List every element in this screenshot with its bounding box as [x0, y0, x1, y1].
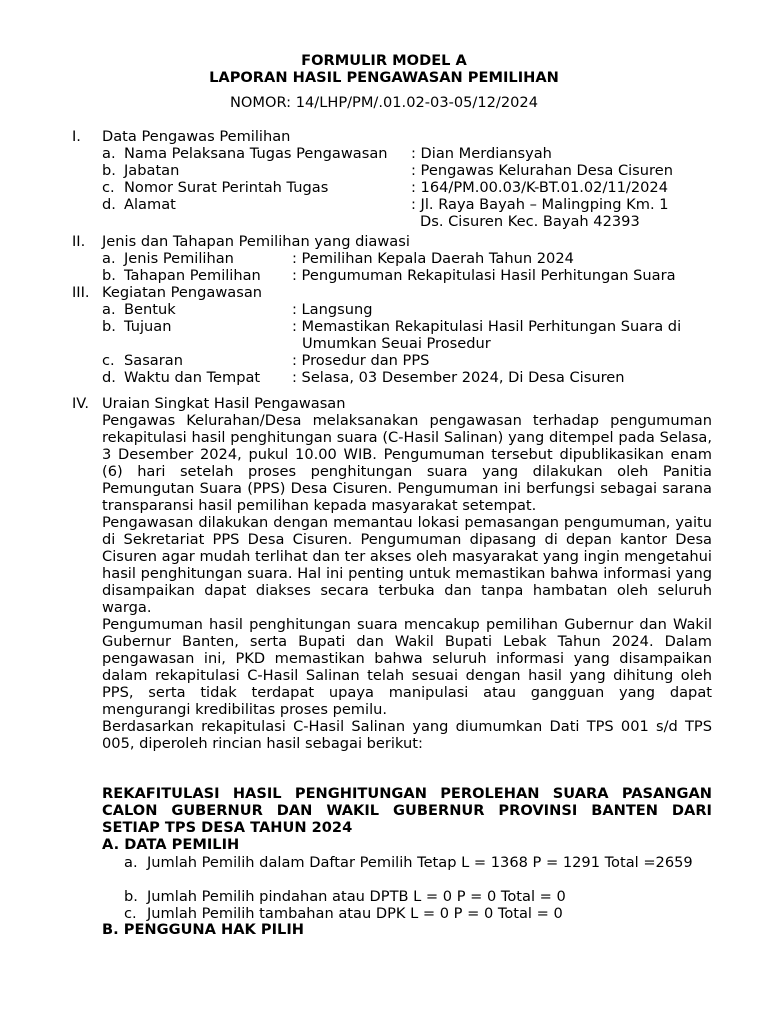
item-value: : Pemilihan Kepala Daerah Tahun 2024 — [292, 250, 574, 267]
item-letter: a. — [102, 250, 116, 267]
item-label: Waktu dan Tempat — [124, 369, 261, 386]
section-title: Uraian Singkat Hasil Pengawasan — [102, 395, 346, 412]
item-value: : Jl. Raya Bayah – Malingping Km. 1 — [411, 196, 669, 213]
item-label: Jabatan — [124, 162, 180, 179]
summary-paragraph: Berdasarkan rekapitulasi C-Hasil Salinan yang diumumkan Dati TPS 001 s/d TPS 005, diperoleh rincian hasil sebagai berikut: — [102, 718, 712, 752]
report-title: LAPORAN HASIL PENGAWASAN PEMILIHAN — [209, 69, 559, 86]
item-value: : Pengawas Kelurahan Desa Cisuren — [411, 162, 673, 179]
item-letter: a. — [102, 301, 116, 318]
section-numeral: III. — [72, 284, 90, 301]
section-title: Kegiatan Pengawasan — [102, 284, 263, 301]
item-label: Tahapan Pemilihan — [124, 267, 261, 284]
summary-paragraph: Pengawas Kelurahan/Desa melaksanakan pengawasan terhadap pengumuman rekapitulasi hasil penghitungan suara (C-Hasil Salinan) yang ditempel pada Selasa, 3 Desember 2024, pukul 10.00 WIB. Pengumuman tersebut dipublikasikan enam (6) hari setelah proses penghitungan suara yang dilakukan oleh Panitia Pemungutan Suara (PPS) Desa Cisuren. Pengumuman ini berfungsi sebagai sarana transparansi hasil pemilihan kepada masyarakat setempat. — [102, 412, 712, 514]
report-number: NOMOR: 14/LHP/PM/.01.02-03-05/12/2024 — [230, 94, 538, 111]
summary-paragraph: Pengawasan dilakukan dengan memantau lokasi pemasangan pengumuman, yaitu di Sekretariat PPS Desa Cisuren. Pengumuman dipasang di depan kantor Desa Cisuren agar mudah terlihat dan ter akses oleh masyarakat yang ingin mengetahui hasil penghitungan suara. Hal ini penting untuk memastikan bahwa informasi yang disampaikan dapat diakses secara terbuka dan tanpa hambatan oleh seluruh warga. — [102, 514, 712, 616]
section-numeral: I. — [72, 128, 81, 145]
item-letter: b. — [102, 318, 116, 335]
item-label: Tujuan — [124, 318, 172, 335]
item-label: Jenis Pemilihan — [124, 250, 234, 267]
item-value: : Pengumuman Rekapitulasi Hasil Perhitungan Suara — [292, 267, 676, 284]
item-label: Alamat — [124, 196, 176, 213]
section-title: Jenis dan Tahapan Pemilihan yang diawasi — [102, 233, 410, 250]
voter-data-item: Jumlah Pemilih tambahan atau DPK L = 0 P = 0 Total = 0 — [147, 905, 563, 922]
item-label: Bentuk — [124, 301, 176, 318]
subsection-heading: A. DATA PEMILIH — [102, 836, 240, 853]
item-letter: b. — [102, 162, 116, 179]
item-value: : Selasa, 03 Desember 2024, Di Desa Cisuren — [292, 369, 625, 386]
summary-body — [102, 412, 712, 752]
item-value: : Langsung — [292, 301, 373, 318]
voter-data-item: Jumlah Pemilih dalam Daftar Pemilih Tetap L = 1368 P = 1291 Total =2659 — [147, 854, 693, 871]
voter-data-item: Jumlah Pemilih pindahan atau DPTB L = 0 P = 0 Total = 0 — [147, 888, 566, 905]
item-letter: d. — [102, 369, 116, 386]
section-numeral: IV. — [72, 395, 90, 412]
summary-paragraph: Pengumuman hasil penghitungan suara mencakup pemilihan Gubernur dan Wakil Gubernur Banten, serta Bupati dan Wakil Bupati Lebak Tahun 2024. Dalam pengawasan ini, PKD memastikan bahwa seluruh informasi yang disampaikan dalam rekapitulasi C-Hasil Salinan telah sesuai dengan hasil yang dihitung oleh PPS, serta tidak terdapat upaya manipulasi atau gangguan yang dapat mengurangi kredibilitas proses pemilu. — [102, 616, 712, 718]
item-label: Nama Pelaksana Tugas Pengawasan — [124, 145, 388, 162]
item-label: Nomor Surat Perintah Tugas — [124, 179, 329, 196]
form-title: FORMULIR MODEL A — [301, 52, 467, 69]
recap-heading: REKAFITULASI HASIL PENGHITUNGAN PEROLEHAN SUARA PASANGAN CALON GUBERNUR DAN WAKIL GUBERNUR PROVINSI BANTEN DARI SETIAP TPS DESA TAHUN 2024 — [102, 785, 712, 836]
section-numeral: II. — [72, 233, 86, 250]
item-value-continued: Umumkan Seuai Prosedur — [302, 335, 491, 352]
item-letter: d. — [102, 196, 116, 213]
section-title: Data Pengawas Pemilihan — [102, 128, 291, 145]
item-value-continued: Ds. Cisuren Kec. Bayah 42393 — [420, 213, 640, 230]
item-value: : 164/PM.00.03/K-BT.01.02/11/2024 — [411, 179, 668, 196]
item-letter: c. — [102, 179, 115, 196]
item-letter: b. — [102, 267, 116, 284]
item-value: : Dian Merdiansyah — [411, 145, 552, 162]
item-value: : Prosedur dan PPS — [292, 352, 430, 369]
item-letter: a. — [124, 854, 138, 871]
item-letter: c. — [124, 905, 137, 922]
item-letter: c. — [102, 352, 115, 369]
item-value: : Memastikan Rekapitulasi Hasil Perhitungan Suara di — [292, 318, 682, 335]
item-letter: a. — [102, 145, 116, 162]
subsection-heading: B. PENGGUNA HAK PILIH — [102, 921, 304, 938]
item-letter: b. — [124, 888, 138, 905]
item-label: Sasaran — [124, 352, 183, 369]
